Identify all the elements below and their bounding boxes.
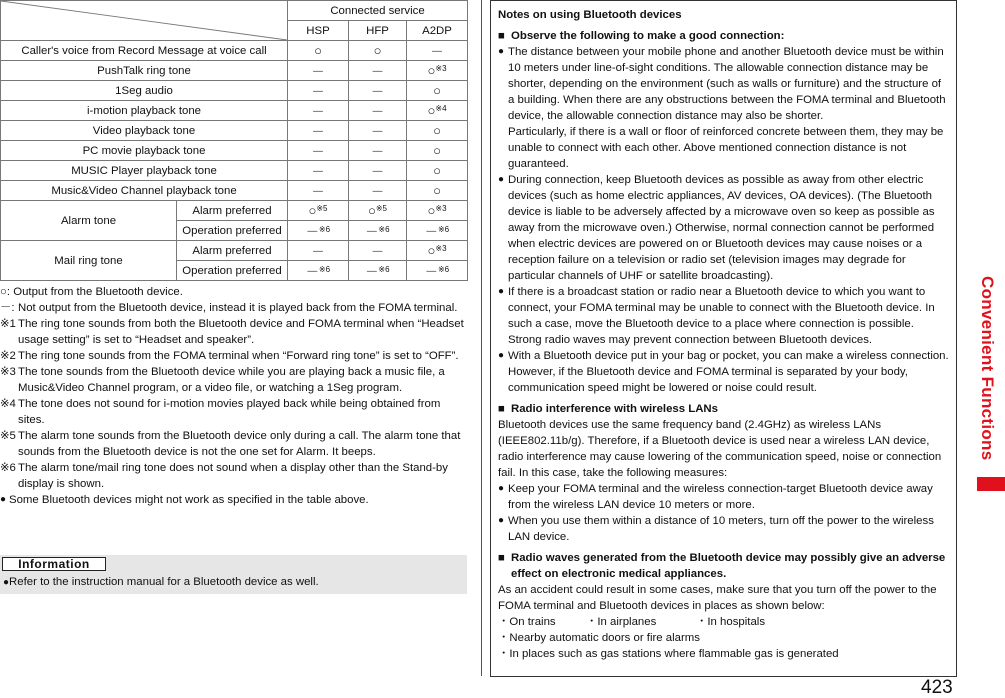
- a2dp-value: ○: [407, 81, 468, 101]
- hsp-value: －: [288, 121, 349, 141]
- hfp-value: ○: [349, 41, 407, 61]
- hsp-value: －: [288, 81, 349, 101]
- table-header-row: [1, 1, 468, 21]
- bullet-item: ● If there is a broadcast station or radio near a Bluetooth device to which you want to connect, your FOMA terminal may be unable to connect with the Bluetooth device. In such a case, move the Bluetooth device to a place where connection is possible. Strong radio waves may prevent connection between Bluetooth devices.: [498, 286, 935, 346]
- alarm-tone-label: Alarm tone: [1, 201, 177, 241]
- square-bullet-icon: ■: [498, 552, 505, 564]
- hsp-value: －$^{※6}$: [288, 261, 349, 281]
- hsp-value: －: [288, 61, 349, 81]
- bluetooth-notes-panel: [490, 0, 957, 677]
- information-box: [0, 555, 467, 594]
- hsp-value: －: [288, 101, 349, 121]
- a2dp-value: ○: [407, 141, 468, 161]
- square-bullet-icon: ■: [498, 403, 505, 415]
- col-hfp: HFP: [349, 21, 407, 41]
- table-row: [1, 41, 468, 61]
- footnote: ※6 The alarm tone/mail ring tone does not sound when a display other than the Stand-by display is shown.: [0, 462, 448, 490]
- place-item: ・On trains: [498, 616, 556, 628]
- bullet-note: ● Some Bluetooth devices might not work as specified in the table above.: [0, 494, 369, 506]
- table-row: [1, 201, 468, 221]
- hfp-value: －$^{※6}$: [349, 261, 407, 281]
- hfp-value: －: [349, 81, 407, 101]
- table-row: [1, 161, 468, 181]
- sub-row-label: Alarm preferred: [177, 241, 288, 261]
- table-notes: [0, 284, 467, 508]
- bullet-icon: ●: [0, 494, 7, 505]
- place-item: ・In airplanes: [586, 616, 657, 628]
- bullet-icon: ●: [3, 577, 10, 588]
- a2dp-value: －$^{※6}$: [407, 221, 468, 241]
- hfp-value: －$^{※6}$: [349, 221, 407, 241]
- sub-row-label: Alarm preferred: [177, 201, 288, 221]
- hsp-value: ○: [288, 41, 349, 61]
- bullet-icon: ●: [498, 174, 505, 185]
- hfp-value: ○$^{※5}$: [349, 201, 407, 221]
- sub-row-label: Operation preferred: [177, 221, 288, 241]
- place-item: ・In hospitals: [696, 616, 766, 628]
- legend-circle: ○: Output from the Bluetooth device.: [0, 286, 183, 298]
- hfp-value: －: [349, 161, 407, 181]
- row-label: Video playback tone: [1, 121, 288, 141]
- a2dp-value: ○: [407, 181, 468, 201]
- row-label: i-motion playback tone: [1, 101, 288, 121]
- a2dp-value: －$^{※6}$: [407, 261, 468, 281]
- hsp-value: －: [288, 161, 349, 181]
- mail-ring-tone-label: Mail ring tone: [1, 241, 177, 281]
- information-text: ●Refer to the instruction manual for a Bluetooth device as well.: [3, 576, 319, 588]
- table-row: [1, 61, 468, 81]
- left-column: [0, 0, 467, 508]
- row-label: MUSIC Player playback tone: [1, 161, 288, 181]
- table-row: [1, 181, 468, 201]
- a2dp-value: ○: [407, 121, 468, 141]
- section-paragraph: Bluetooth devices use the same frequency band (2.4GHz) as wireless LANs (IEEE802.11b/g). Therefore, if a Bluetooth device is used near a wireless LAN device, radio interference may cause lowering of the communication speed, noise or connection fail. In this case, take the following measures:: [498, 419, 942, 479]
- a2dp-value: ○$^{※3}$: [407, 61, 468, 81]
- notes-title: Notes on using Bluetooth devices: [498, 9, 682, 21]
- a2dp-value: ○$^{※4}$: [407, 101, 468, 121]
- a2dp-value: ○$^{※3}$: [407, 241, 468, 261]
- bullet-icon: ●: [498, 483, 505, 494]
- legend-dash: －: Not output from the Bluetooth device, instead it is played back from the FOMA terminal.: [0, 302, 458, 314]
- row-label: PushTalk ring tone: [1, 61, 288, 81]
- hfp-value: －: [349, 181, 407, 201]
- section-heading: ■ Radio interference with wireless LANs: [498, 403, 718, 415]
- side-tab-label: Convenient Functions: [978, 276, 997, 461]
- section-heading: ■ Radio waves generated from the Bluetooth device may possibly give an adverse effect on electronic medical appliances.: [498, 552, 946, 580]
- column-divider: [481, 0, 482, 676]
- row-label: Caller's voice from Record Message at voice call: [1, 41, 288, 61]
- a2dp-value: －: [407, 41, 468, 61]
- table-row: [1, 121, 468, 141]
- footnote: ※5 The alarm tone sounds from the Bluetooth device only during a call. The alarm tone that sounds from the Bluetooth device is not the one set for Alarm. It beeps.: [0, 430, 461, 458]
- place-item: ・In places such as gas stations where flammable gas is generated: [498, 648, 839, 660]
- connected-service-header: Connected service: [288, 1, 468, 21]
- hsp-value: －: [288, 241, 349, 261]
- bullet-icon: ●: [498, 515, 505, 526]
- hfp-value: －: [349, 101, 407, 121]
- table-row: [1, 101, 468, 121]
- hfp-value: －: [349, 61, 407, 81]
- col-hsp: HSP: [288, 21, 349, 41]
- diagonal-header-cell: [1, 1, 288, 41]
- row-label: 1Seg audio: [1, 81, 288, 101]
- bullet-icon: ●: [498, 286, 505, 297]
- information-title: Information: [2, 557, 106, 571]
- section-paragraph: As an accident could result in some cases, make sure that you turn off the power to the FOMA terminal and Bluetooth devices in places as shown below:: [498, 584, 937, 612]
- bullet-item: ● With a Bluetooth device put in your bag or pocket, you can make a wireless connection. However, if the Bluetooth device and FOMA terminal is separated by your body, communication speed might be lowered or noise could result.: [498, 350, 949, 394]
- hfp-value: －: [349, 241, 407, 261]
- hsp-value: －: [288, 141, 349, 161]
- hsp-value: ○$^{※5}$: [288, 201, 349, 221]
- hfp-value: －: [349, 121, 407, 141]
- places-list: [498, 614, 950, 630]
- table-row: [1, 141, 468, 161]
- page-number: 423: [921, 677, 953, 698]
- footnote: ※1 The ring tone sounds from both the Bluetooth device and FOMA terminal when “Headset usage setting” is set to “Headset and speaker”.: [0, 318, 464, 346]
- side-tab-marker: [977, 477, 1005, 491]
- hsp-value: －$^{※6}$: [288, 221, 349, 241]
- bullet-item: ● During connection, keep Bluetooth devices as possible as away from other electric devices (such as home electric appliances, AV devices, OA devices). (The Bluetooth device is liable to be adversely affected by a microwave oven so keep as possible as away from the microwave oven.) Otherwise, normal connection cannot be performed when electric devices are powered on or Bluetooth devices may cause noises or a reception failure on a television or radio set (television images may degrade for particular channels of UHF or satellite broadcasting).: [498, 174, 935, 282]
- bullet-continuation: Particularly, if there is a wall or floor of reinforced concrete between them, they may be unable to connect with each other. Above mentioned connection distance is not guaranteed.: [508, 126, 944, 170]
- bullet-item: ● Keep your FOMA terminal and the wireless connection-target Bluetooth device away from the wireless LAN device 10 meters or more.: [498, 483, 933, 511]
- connected-service-table: [0, 0, 468, 281]
- bullet-icon: ●: [498, 350, 505, 361]
- table-row: [1, 81, 468, 101]
- footnote: ※4 The tone does not sound for i-motion movies played back while being obtained from sites.: [0, 398, 441, 426]
- footnote: ※3 The tone sounds from the Bluetooth device while you are playing back a music file, a Music&Video Channel program, or a video file, or watching a 1Seg program.: [0, 366, 445, 394]
- col-a2dp: A2DP: [407, 21, 468, 41]
- bullet-item: ● When you use them within a distance of 10 meters, turn off the power to the wireless LAN device.: [498, 515, 934, 543]
- hsp-value: －: [288, 181, 349, 201]
- square-bullet-icon: ■: [498, 30, 505, 42]
- table-row: [1, 241, 468, 261]
- sub-row-label: Operation preferred: [177, 261, 288, 281]
- section-heading: ■ Observe the following to make a good connection:: [498, 30, 785, 42]
- row-label: Music&Video Channel playback tone: [1, 181, 288, 201]
- bullet-item: ● The distance between your mobile phone and another Bluetooth device must be within 10 meters under line-of-sight conditions. The allowable connection distance may be shorter, depending on the environment (such as walls or furniture) and the structure of a building. When there are any obstructions between the FOMA terminal and Bluetooth device, the allowable connection distance may also be shorter.: [498, 46, 946, 122]
- a2dp-value: ○: [407, 161, 468, 181]
- hfp-value: －: [349, 141, 407, 161]
- a2dp-value: ○$^{※3}$: [407, 201, 468, 221]
- bullet-icon: ●: [498, 46, 505, 57]
- place-item: ・Nearby automatic doors or fire alarms: [498, 632, 700, 644]
- row-label: PC movie playback tone: [1, 141, 288, 161]
- footnote: ※2 The ring tone sounds from the FOMA terminal when “Forward ring tone” is set to “OFF”.: [0, 350, 459, 362]
